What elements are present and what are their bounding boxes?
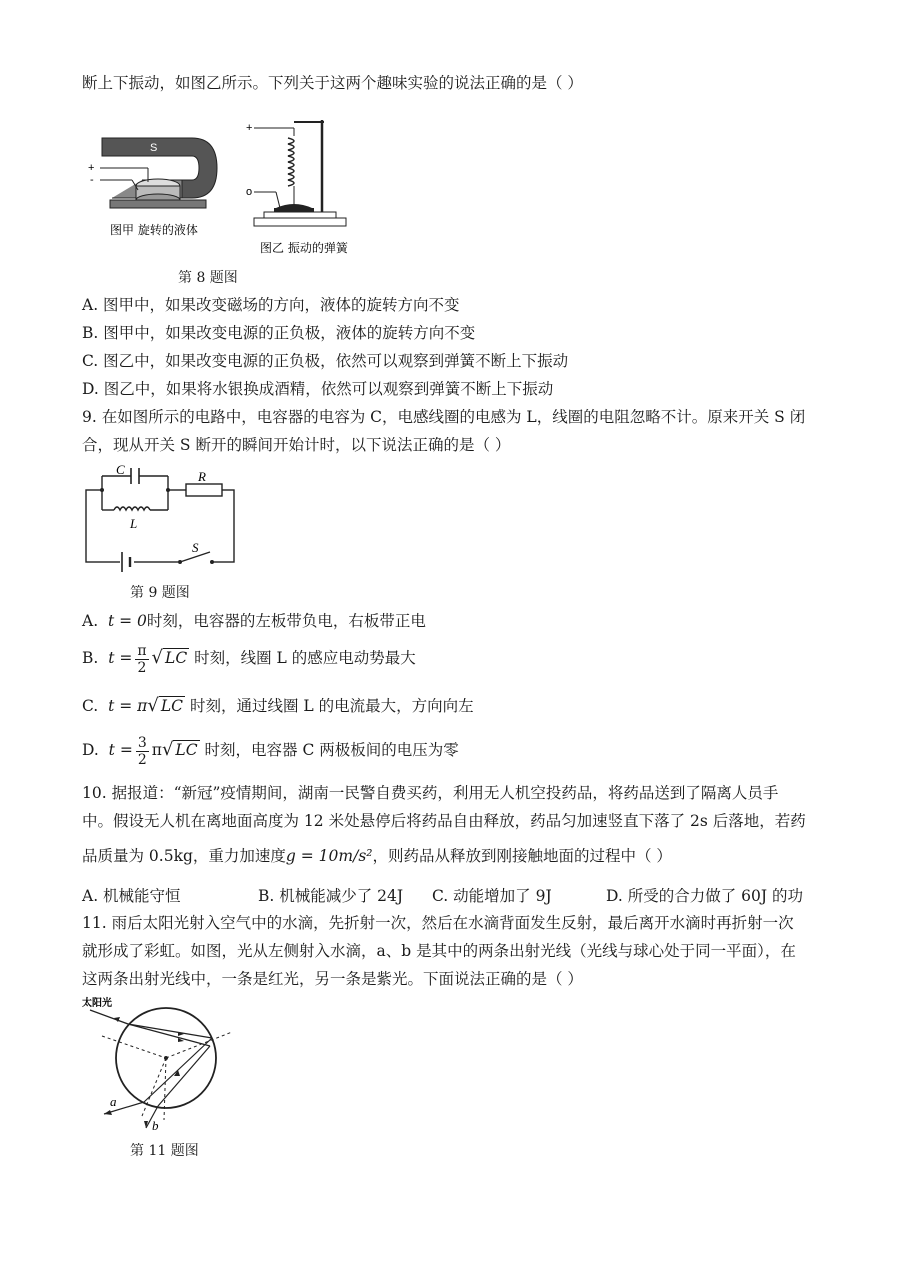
- q9-option-b: B. t = $\frac{\pi}{2}$ √ LC 时刻，线圈 L 的感应电动势最大: [82, 642, 416, 676]
- q9-label-s: S: [192, 540, 199, 555]
- q8-fig-a-plus: +: [88, 162, 95, 174]
- q10-stem-line1: 10. 据报道：“新冠”疫情期间，湖南一民警自费买药，利用无人机空投药品，将药品送到了隔离人员手: [82, 784, 779, 802]
- q9-label-c: C: [116, 462, 125, 477]
- q9-label-l: L: [130, 516, 138, 531]
- q10-option-a: A. 机械能守恒: [82, 887, 181, 905]
- q10-option-c: C. 动能增加了 9J: [432, 887, 552, 905]
- q9-option-d: D. t = $\frac{3}{2}$ π√ LC 时刻，电容器 C 两极板间的电压为零: [82, 734, 459, 768]
- q9-option-c: C. t = π√ LC 时刻，通过线圈 L 的电流最大，方向向左: [82, 695, 474, 716]
- q8-option-a: A. 图甲中，如果改变磁场的方向，液体的旋转方向不变: [82, 296, 460, 314]
- q11-figure-label: 第 11 题图: [130, 1143, 199, 1159]
- q9-label-r: R: [198, 469, 206, 484]
- q9-stem-line2: 合，现从开关 S 断开的瞬间开始计时，以下说法正确的是（ ）: [82, 436, 511, 454]
- q9-circuit: [82, 462, 242, 572]
- q11-stem-line3: 这两条出射光线中，一条是红光，另一条是紫光。下面说法正确的是（ ）: [82, 970, 583, 988]
- q9-stem-line1: 9. 在如图所示的电路中，电容器的电容为 C，电感线圈的电感为 L，线圈的电阻忽略不计。原来开关 S 闭: [82, 408, 806, 426]
- q11-stem-line2: 就形成了彩虹。如图，光从左侧射入水滴，a、b 是其中的两条出射光线（光线与球心处于同一平面），在: [82, 942, 796, 960]
- q8-figure-a: [82, 118, 222, 243]
- q8-fig-b-caption: 图乙 振动的弹簧: [260, 241, 348, 255]
- q8-figure-label: 第 8 题图: [178, 270, 238, 286]
- q8-fig-b-minus: o: [246, 186, 253, 198]
- q8-option-b: B. 图甲中，如果改变电源的正负极，液体的旋转方向不变: [82, 324, 476, 342]
- q11-stem-line1: 11. 雨后太阳光射入空气中的水滴，先折射一次，然后在水滴背面发生反射，最后离开水滴时再折射一次: [82, 914, 794, 932]
- q9-figure-label: 第 9 题图: [130, 585, 190, 601]
- q11-label-b: b: [152, 1118, 159, 1131]
- q8-fig-b-plus: +: [246, 122, 253, 134]
- q11-label-sun: 太阳光: [82, 998, 112, 1009]
- q10-stem-line3: 品质量为 0.5kg，重力加速度g = 10m/s²，则药品从释放到刚接触地面的过程中（ ）: [82, 847, 672, 865]
- q8-option-c: C. 图乙中，如果改变电源的正负极，依然可以观察到弹簧不断上下振动: [82, 352, 569, 370]
- q8-fig-a-magnet-label: S: [150, 142, 158, 154]
- q9-option-a: A. t = 0时刻，电容器的左板带负电，右板带正电: [82, 612, 426, 630]
- q8-option-d: D. 图乙中，如果将水银换成酒精，依然可以观察到弹簧不断上下振动: [82, 380, 554, 398]
- q8-fig-a-caption: 图甲 旋转的液体: [110, 223, 198, 237]
- q8-fig-a-minus: -: [90, 174, 94, 186]
- q10-option-d: D. 所受的合力做了 60J 的功: [606, 887, 804, 905]
- q10-option-b: B. 机械能减少了 24J: [258, 887, 404, 905]
- q8-stem-tail: 断上下振动，如图乙所示。下列关于这两个趣味实验的说法正确的是（ ）: [82, 74, 583, 92]
- q11-label-a: a: [110, 1094, 117, 1109]
- q8-figure-b: [240, 112, 360, 262]
- q11-raindrop-figure: [82, 996, 242, 1131]
- q10-stem-line2: 中。假设无人机在离地面高度为 12 米处悬停后将药品自由释放，药品匀加速竖直下落了 2s 后落地，若药: [82, 812, 806, 830]
